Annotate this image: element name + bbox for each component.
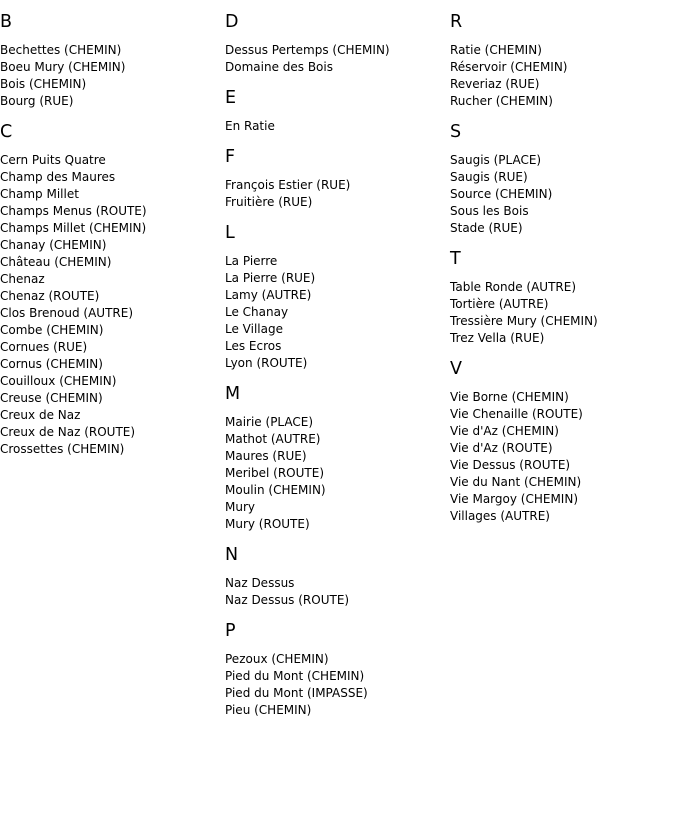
index-column-3 [450, 0, 675, 529]
street-entry[interactable]: Le Village [225, 322, 283, 336]
street-entry[interactable]: Chenaz [0, 272, 45, 286]
street-entry[interactable]: Sous les Bois [450, 204, 529, 218]
street-entry[interactable]: Stade (RUE) [450, 221, 523, 235]
letter-heading: S [450, 122, 462, 142]
street-entry[interactable]: Naz Dessus [225, 576, 295, 590]
letter-heading: C [0, 122, 13, 142]
street-entry[interactable]: Reveriaz (RUE) [450, 77, 540, 91]
street-entry[interactable]: Vie Borne (CHEMIN) [450, 390, 569, 404]
street-entry[interactable]: Maures (RUE) [225, 449, 307, 463]
street-entry[interactable]: Vie d'Az (CHEMIN) [450, 424, 559, 438]
street-entry[interactable]: Champs Menus (ROUTE) [0, 204, 147, 218]
letter-heading: T [450, 249, 461, 269]
street-entry[interactable]: Combe (CHEMIN) [0, 323, 104, 337]
index-column-2 [225, 0, 450, 723]
letter-heading: P [225, 621, 236, 641]
street-entry[interactable]: Mury [225, 500, 255, 514]
letter-section [225, 545, 450, 609]
street-entry[interactable]: Bourg (RUE) [0, 94, 74, 108]
letter-section [225, 147, 450, 211]
street-entry[interactable]: Cern Puits Quatre [0, 153, 106, 167]
street-list [225, 118, 450, 135]
street-entry[interactable]: Château (CHEMIN) [0, 255, 112, 269]
street-entry[interactable]: Villages (AUTRE) [450, 509, 550, 523]
street-entry[interactable]: Champs Millet (CHEMIN) [0, 221, 147, 235]
index-column-1 [0, 0, 225, 462]
street-list [225, 414, 450, 533]
street-entry[interactable]: Réservoir (CHEMIN) [450, 60, 568, 74]
street-entry[interactable]: Couilloux (CHEMIN) [0, 374, 117, 388]
street-entry[interactable]: Rucher (CHEMIN) [450, 94, 553, 108]
letter-section [0, 122, 225, 458]
street-entry[interactable]: Crossettes (CHEMIN) [0, 442, 125, 456]
street-entry[interactable]: En Ratie [225, 119, 275, 133]
letter-heading: E [225, 88, 237, 108]
street-list [450, 42, 675, 110]
letter-section [450, 12, 675, 110]
street-list [0, 42, 225, 110]
letter-heading: F [225, 147, 236, 167]
letter-section [225, 223, 450, 372]
street-list [225, 177, 450, 211]
letter-heading: B [0, 12, 13, 32]
street-entry[interactable]: Pieu (CHEMIN) [225, 703, 312, 717]
street-entry[interactable]: Vie du Nant (CHEMIN) [450, 475, 582, 489]
street-entry[interactable]: Trez Vella (RUE) [450, 331, 545, 345]
letter-heading: D [225, 12, 239, 32]
street-entry[interactable]: Chenaz (ROUTE) [0, 289, 100, 303]
street-entry[interactable]: Le Chanay [225, 305, 289, 319]
street-list [225, 575, 450, 609]
street-entry[interactable]: Moulin (CHEMIN) [225, 483, 326, 497]
street-entry[interactable]: Pezoux (CHEMIN) [225, 652, 329, 666]
street-entry[interactable]: Saugis (RUE) [450, 170, 528, 184]
street-entry[interactable]: Les Ecros [225, 339, 282, 353]
street-entry[interactable]: Bois (CHEMIN) [0, 77, 87, 91]
street-entry[interactable]: Saugis (PLACE) [450, 153, 542, 167]
letter-heading: R [450, 12, 463, 32]
street-entry[interactable]: Vie Chenaille (ROUTE) [450, 407, 583, 421]
street-entry[interactable]: Creux de Naz (ROUTE) [0, 425, 136, 439]
street-entry[interactable]: Bechettes (CHEMIN) [0, 43, 122, 57]
street-entry[interactable]: Pied du Mont (IMPASSE) [225, 686, 368, 700]
letter-section [225, 12, 450, 76]
street-entry[interactable]: Boeu Mury (CHEMIN) [0, 60, 126, 74]
street-entry[interactable]: La Pierre (RUE) [225, 271, 316, 285]
letter-heading: M [225, 384, 241, 404]
letter-heading: V [450, 359, 462, 379]
street-entry[interactable]: Cornus (CHEMIN) [0, 357, 103, 371]
letter-section [225, 621, 450, 719]
street-entry[interactable]: Meribel (ROUTE) [225, 466, 324, 480]
letter-heading: N [225, 545, 239, 565]
street-entry[interactable]: Creux de Naz [0, 408, 81, 422]
street-entry[interactable]: Ratie (CHEMIN) [450, 43, 542, 57]
street-entry[interactable]: Dessus Pertemps (CHEMIN) [225, 43, 390, 57]
street-entry[interactable]: Chanay (CHEMIN) [0, 238, 107, 252]
street-entry[interactable]: Mairie (PLACE) [225, 415, 314, 429]
street-entry[interactable]: Clos Brenoud (AUTRE) [0, 306, 133, 320]
street-entry[interactable]: Lamy (AUTRE) [225, 288, 312, 302]
street-entry[interactable]: Mathot (AUTRE) [225, 432, 321, 446]
street-entry[interactable]: Creuse (CHEMIN) [0, 391, 103, 405]
letter-section [0, 12, 225, 110]
street-list [225, 42, 450, 76]
letter-section [450, 249, 675, 347]
street-entry[interactable]: Vie Margoy (CHEMIN) [450, 492, 578, 506]
street-entry[interactable]: Vie Dessus (ROUTE) [450, 458, 571, 472]
street-entry[interactable]: Source (CHEMIN) [450, 187, 553, 201]
street-list [0, 152, 225, 458]
letter-section [450, 122, 675, 237]
street-entry[interactable]: Champ Millet [0, 187, 79, 201]
street-entry[interactable]: Fruitière (RUE) [225, 195, 313, 209]
street-entry[interactable]: Vie d'Az (ROUTE) [450, 441, 553, 455]
street-list [225, 651, 450, 719]
street-list [450, 279, 675, 347]
street-entry[interactable]: Pied du Mont (CHEMIN) [225, 669, 365, 683]
street-list [450, 389, 675, 525]
street-entry[interactable]: Lyon (ROUTE) [225, 356, 308, 370]
street-entry[interactable]: Naz Dessus (ROUTE) [225, 593, 350, 607]
street-entry[interactable]: La Pierre [225, 254, 278, 268]
street-entry[interactable]: Tortière (AUTRE) [450, 297, 549, 311]
letter-section [450, 359, 675, 525]
street-entry[interactable]: Tressière Mury (CHEMIN) [450, 314, 598, 328]
street-list [225, 253, 450, 372]
street-entry[interactable]: Mury (ROUTE) [225, 517, 310, 531]
street-entry[interactable]: Cornues (RUE) [0, 340, 88, 354]
street-list [450, 152, 675, 237]
letter-heading: L [225, 223, 235, 243]
letter-section [225, 88, 450, 135]
street-entry[interactable]: Table Ronde (AUTRE) [450, 280, 577, 294]
street-entry[interactable]: François Estier (RUE) [225, 178, 351, 192]
street-entry[interactable]: Domaine des Bois [225, 60, 333, 74]
street-entry[interactable]: Champ des Maures [0, 170, 116, 184]
letter-section [225, 384, 450, 533]
